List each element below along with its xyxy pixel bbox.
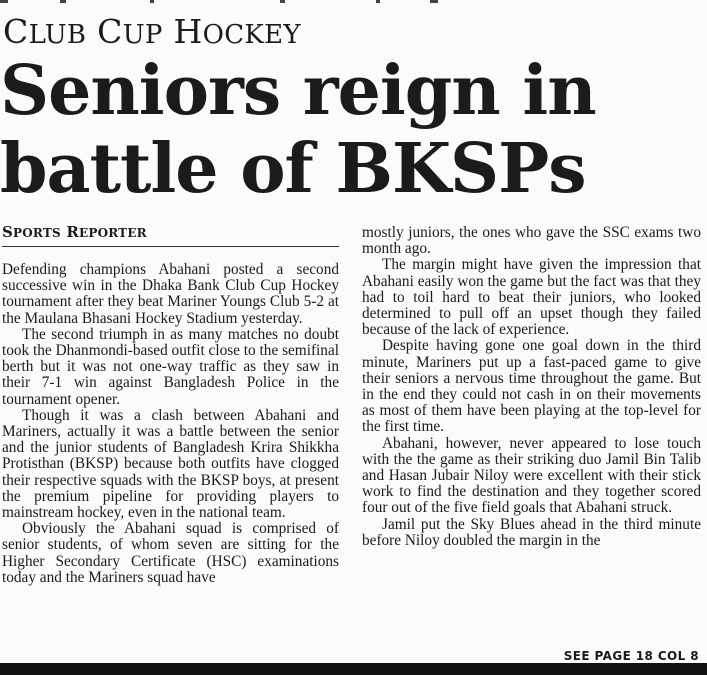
- top-strip: [0, 0, 707, 5]
- kicker-text: CLUB CUP HOCKEY: [3, 12, 301, 51]
- bottom-bar: [0, 663, 707, 675]
- paragraph: The second triumph in as many matches no doubt took the Dhanmondi-based outfit close to the semifinal berth but it was not one-way traffic as they saw in their 7-1 win against Bangladesh Police in the tournament opener.: [2, 325, 339, 408]
- jump-line: [564, 649, 699, 663]
- paragraph: The margin might have given the impression that Abahani easily won the game but the fact was that they had to toil hard to beat their juniors, who looked determined to pull off an upset though they failed because of the lack of experience.: [362, 256, 701, 339]
- paragraph: Jamil put the Sky Blues ahead in the third minute before Niloy doubled the margin in the: [362, 515, 701, 549]
- jump-text: SEE PAGE 18 COL 8: [563, 649, 699, 663]
- paragraph: Defending champions Abahani posted a second successive win in the Dhaka Bank Club Cup Hockey tournament after they beat Mariner Youngs Club 5-2 at the Maulana Bhasani Hockey Stadium yesterday.: [2, 261, 339, 327]
- paragraph: Obviously the Abahani squad is comprised of senior students, of whom seven are sitting for the Higher Secondary Certificate (HSC) examinations today and the Mariners squad have: [2, 520, 339, 586]
- paragraph: Though it was a clash between Abahani and Mariners, actually it was a battle between the senior and the junior students of Bangladesh Krira Shikkha Protisthan (BKSP) because both outfits have clogged their respective squads with the BKSP boys, at present the premium pipeline for providing players to mainstream hockey, even in the national team.: [2, 406, 339, 522]
- headline-line-1: Seniors reign in: [0, 51, 596, 131]
- paragraph-continuation: mostly juniors, the ones who gave the SSC exams two month ago.: [362, 224, 701, 258]
- byline-rule: [2, 246, 339, 247]
- headline-line-2: battle of BKSPs: [0, 129, 586, 209]
- paragraph: Despite having gone one goal down in the third minute, Mariners put up a fast-paced game to give their seniors a nervous time throughout the game. But in the end they could not cash in on their movements as most of them have been playing at the top-level for the first time.: [362, 337, 701, 436]
- article-column-1: [2, 262, 339, 586]
- kicker: [3, 12, 301, 55]
- byline: [2, 223, 147, 241]
- byline-text: SPORTS REPORTER: [2, 223, 147, 241]
- article-column-2: [362, 225, 701, 549]
- headline: [0, 52, 596, 208]
- paragraph: Abahani, however, never appeared to lose touch with the the game as their striking duo Jamil Bin Talib and Hasan Jubair Niloy were excellent with their stick work to find the destination and they together scored four out of the five field goals that Abahani struck.: [362, 434, 701, 517]
